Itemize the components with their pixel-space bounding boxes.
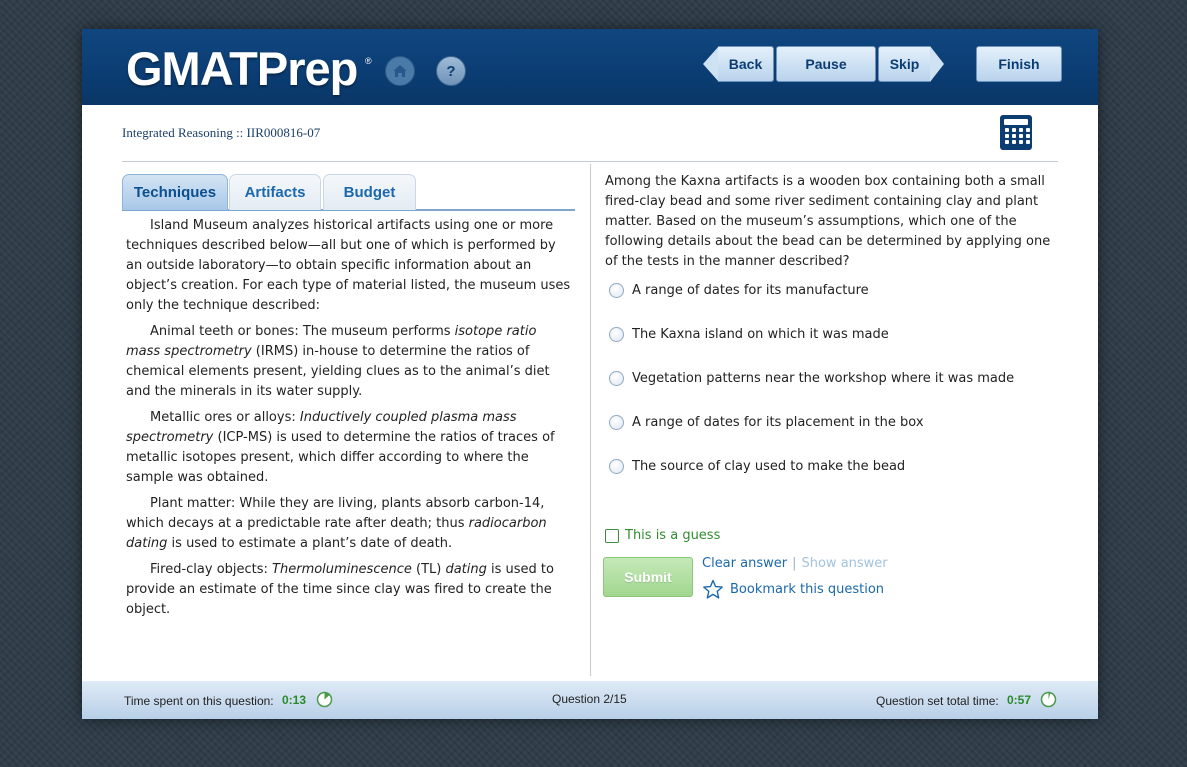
calculator-keys xyxy=(1004,128,1028,144)
header-bar xyxy=(82,29,1098,105)
submit-button[interactable]: Submit xyxy=(603,557,693,597)
passage-paragraph: Metallic ores or alloys: Inductively coupled plasma mass spectrometry (ICP-MS) is used to determine the ratios of traces of metallic isotopes present, which differ according to where the sample was obtained. xyxy=(126,410,555,485)
radio-button[interactable] xyxy=(609,283,624,298)
registered-mark: ® xyxy=(365,56,372,66)
app-window xyxy=(82,29,1098,719)
option-label: A range of dates for its manufacture xyxy=(632,282,869,298)
timer-icon xyxy=(316,691,333,708)
tab-techniques[interactable]: Techniques xyxy=(122,174,228,210)
option-label: The source of clay used to make the bead xyxy=(632,458,906,474)
back-arrow-shape xyxy=(703,46,719,82)
clear-answer-link[interactable]: Clear answer xyxy=(702,556,788,571)
home-icon xyxy=(392,63,408,79)
bookmark-label: Bookmark this question xyxy=(730,582,885,597)
option-label: Vegetation patterns near the workshop where it was made xyxy=(632,370,1015,386)
skip-button[interactable]: Skip xyxy=(878,46,930,82)
tab-budget[interactable]: Budget xyxy=(323,174,416,210)
star-icon xyxy=(702,579,724,600)
total-time-value: 0:57 xyxy=(1007,693,1032,707)
answer-option[interactable] xyxy=(609,456,905,476)
footer-bar xyxy=(82,681,1098,719)
option-label: A range of dates for its placement in the box xyxy=(632,414,924,430)
passage-paragraph: Animal teeth or bones: The museum performs isotope ratio mass spectrometry (IRMS) in-house to determine the ratios of chemical elements present, yielding clues as to the animal’s diet and the minerals in its water supply. xyxy=(126,324,550,399)
radio-button[interactable] xyxy=(609,327,624,342)
question-counter: Question 2/15 xyxy=(552,692,627,706)
answer-option[interactable] xyxy=(609,412,924,432)
guess-checkbox[interactable] xyxy=(605,529,619,543)
home-button[interactable] xyxy=(385,56,415,86)
guess-checkbox-row[interactable] xyxy=(605,528,720,543)
back-button[interactable]: Back xyxy=(718,46,774,82)
help-button[interactable] xyxy=(436,56,466,86)
calculator-button[interactable] xyxy=(1000,115,1032,150)
passage-paragraph: Fired-clay objects: Thermoluminescence (TL) dating is used to provide an estimate of the time since clay was fired to create the object. xyxy=(126,562,554,617)
guess-label: This is a guess xyxy=(625,528,721,543)
question-stem: Among the Kaxna artifacts is a wooden box containing both a small fired-clay bead and some river sediment containing clay and plant matter. Based on the museum’s assumptions, which one of the following details about the bead can be determined by applying one of the tests in the manner described? xyxy=(605,174,1051,269)
column-divider xyxy=(590,164,591,676)
question-time-value: 0:13 xyxy=(282,693,307,707)
pause-button[interactable]: Pause xyxy=(776,46,876,82)
help-icon: ? xyxy=(446,62,456,80)
answer-option[interactable] xyxy=(609,368,1014,388)
tab-artifacts[interactable]: Artifacts xyxy=(229,174,321,210)
bookmark-button[interactable] xyxy=(702,579,884,600)
question-time-label: Time spent on this question: xyxy=(124,694,274,708)
tab-bar xyxy=(122,174,575,211)
radio-button[interactable] xyxy=(609,371,624,386)
radio-button[interactable] xyxy=(609,415,624,430)
radio-button[interactable] xyxy=(609,459,624,474)
breadcrumb: Integrated Reasoning :: IIR000816-07 xyxy=(122,125,321,140)
passage-panel xyxy=(126,216,572,626)
answer-option[interactable] xyxy=(609,280,869,300)
gmatprep-logo: GMATPrep xyxy=(126,42,358,95)
show-answer-link[interactable]: Show answer xyxy=(801,556,888,571)
calculator-icon xyxy=(1004,119,1028,125)
option-label: The Kaxna island on which it was made xyxy=(632,326,889,342)
answer-links xyxy=(702,556,888,571)
skip-arrow-shape xyxy=(930,46,944,82)
answer-option[interactable] xyxy=(609,324,889,344)
timer-icon xyxy=(1040,691,1057,708)
link-separator: | xyxy=(792,556,797,571)
passage-paragraph: Plant matter: While they are living, plants absorb carbon-14, which decays at a predictable rate after death; thus radiocarbon dating is used to estimate a plant’s date of death. xyxy=(126,496,547,551)
finish-button[interactable]: Finish xyxy=(976,46,1062,82)
total-time-label: Question set total time: xyxy=(876,694,999,708)
header-divider xyxy=(122,161,1058,162)
passage-paragraph: Island Museum analyzes historical artifacts using one or more techniques described below—all but one of which is performed by an outside laboratory—to obtain specific information about an object’s creation. For each type of material listed, the museum uses only the technique described: xyxy=(126,218,571,313)
